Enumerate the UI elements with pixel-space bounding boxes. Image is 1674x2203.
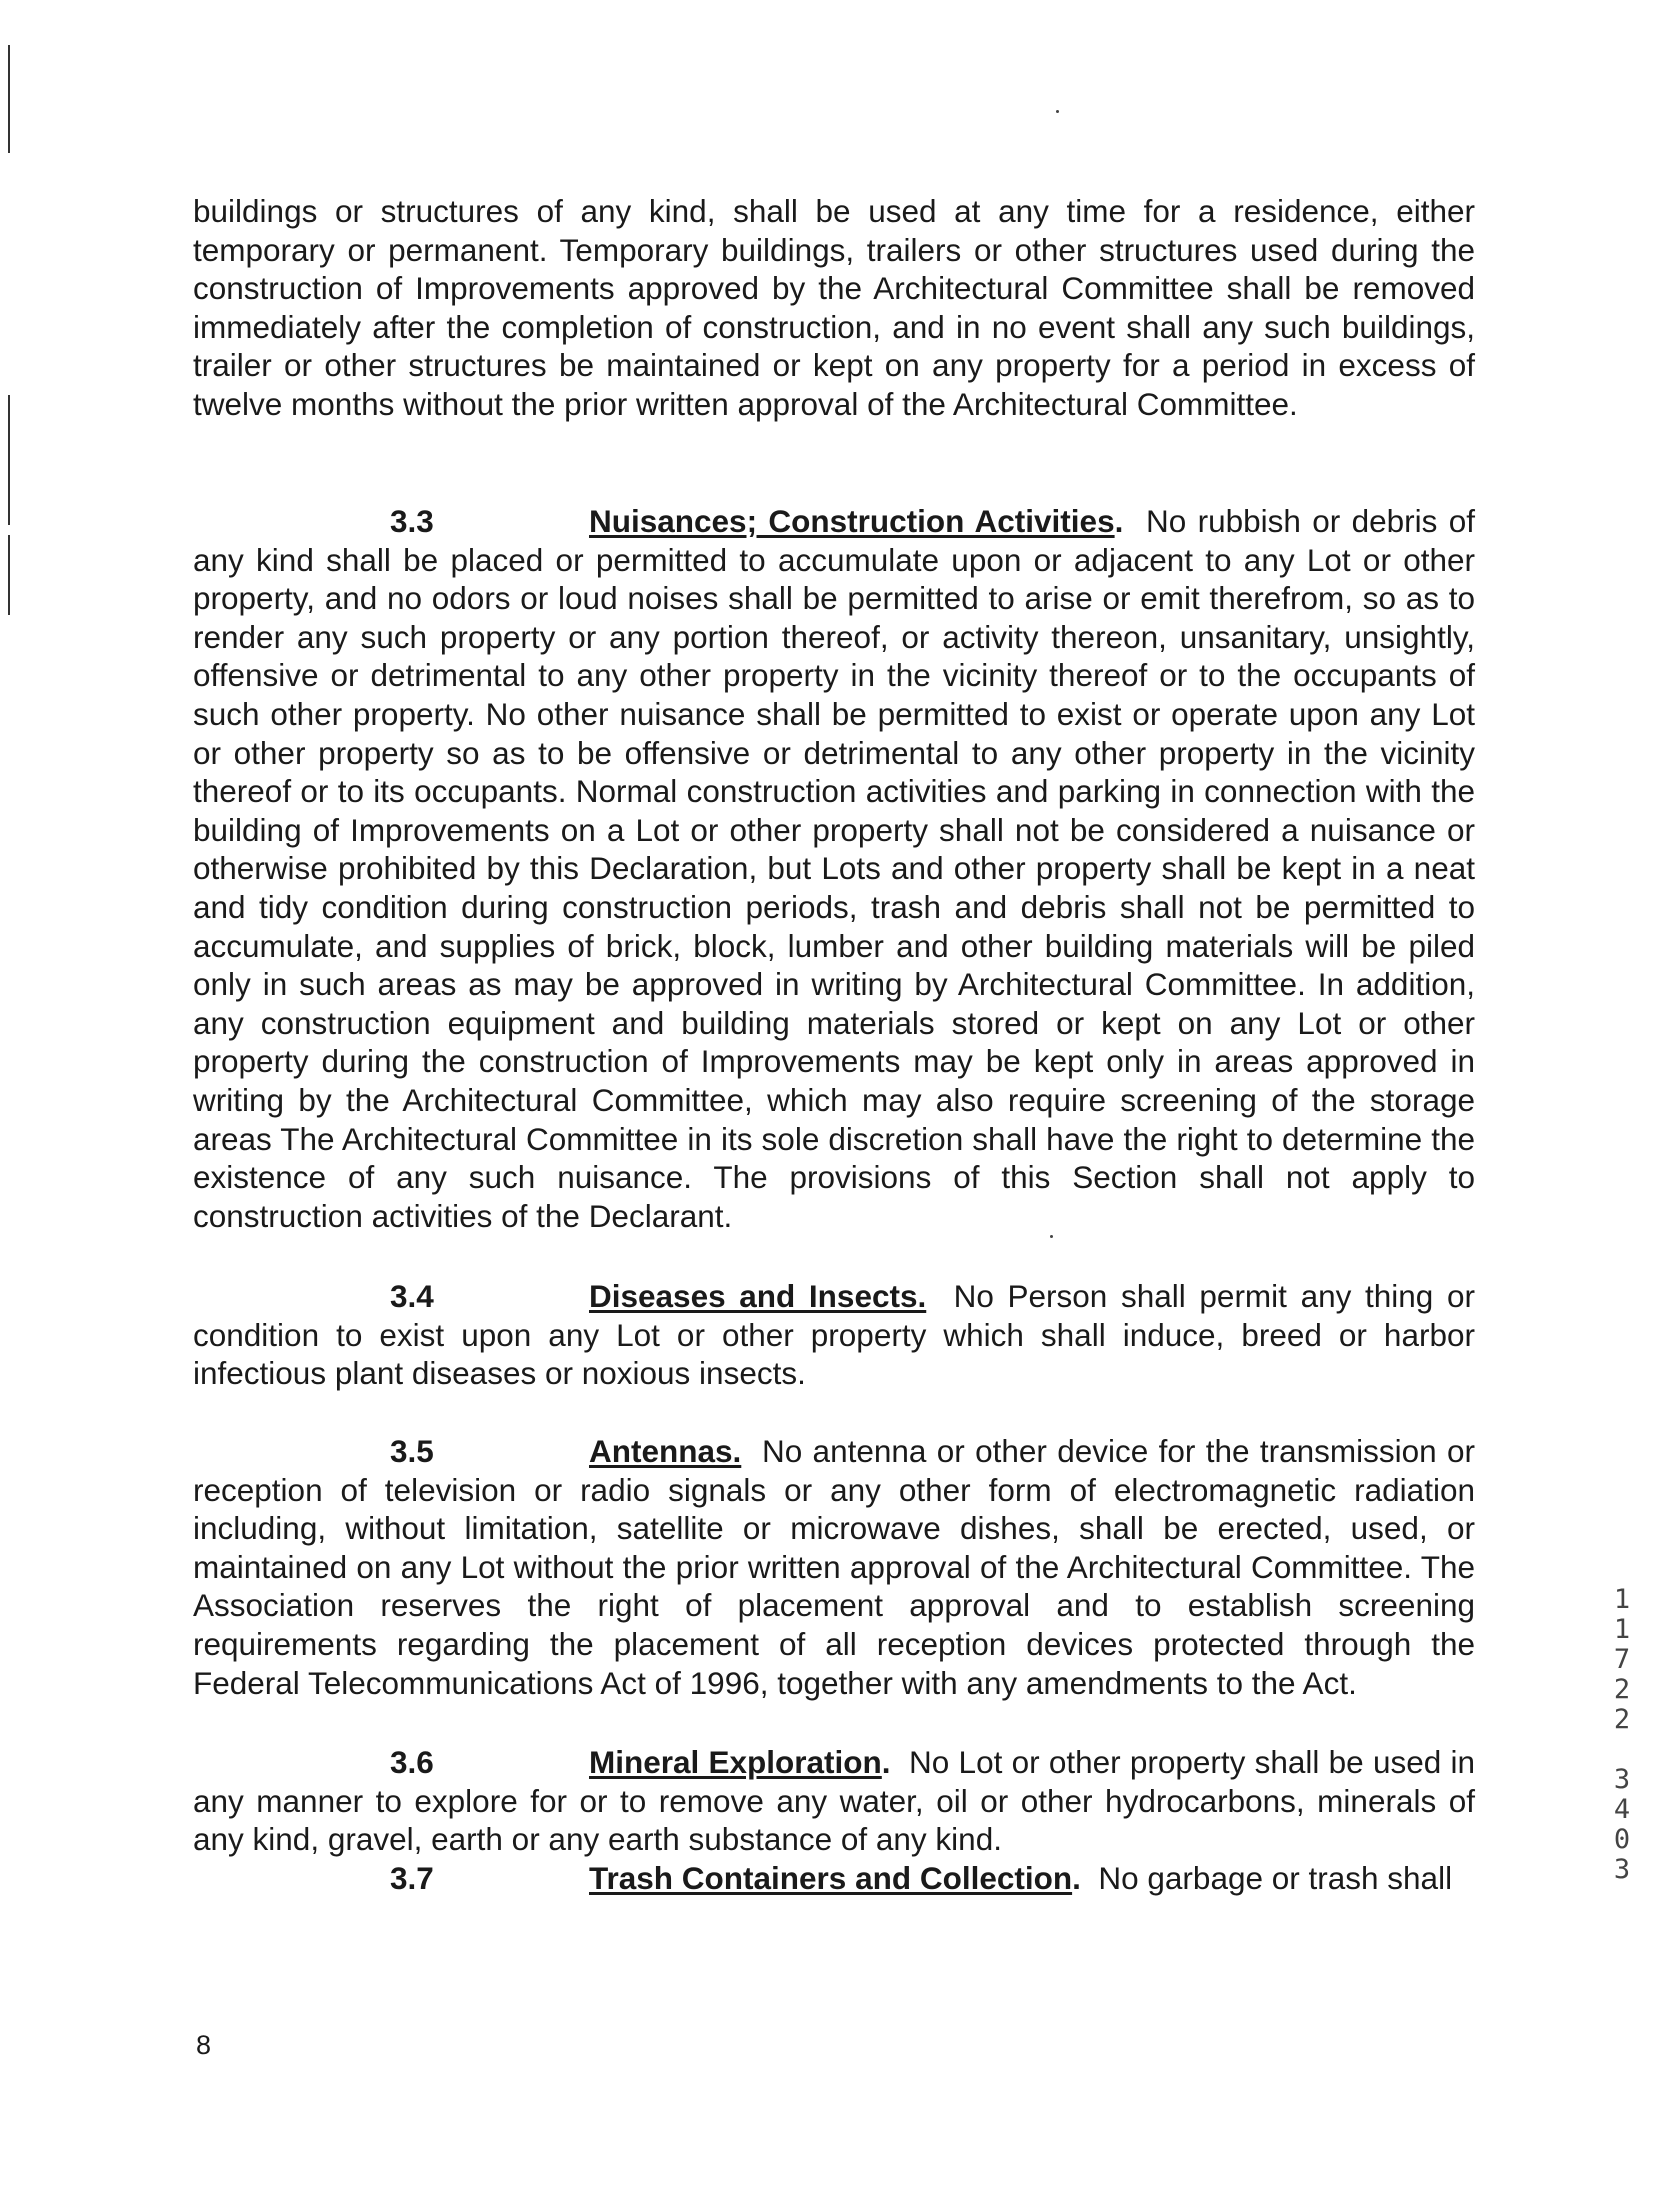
section-heading-line: 3.7 Trash Containers and Collection. No garbage or trash shall [390, 1860, 1453, 1896]
page-number: 8 [196, 2030, 212, 2060]
section-heading-line: 3.3 Nuisances; Construction Activities. No rubbish or debris of [390, 503, 1475, 539]
section-heading-line [193, 1278, 1475, 1314]
intro-paragraph: buildings or structures of any kind, shall be used at any time for a residence, either temporary or permanent. Temporary buildings, trailers or other structures used during the construction of Improvements approved by the Architectural Committee shall be removed immediately after the completion of construction, and in no event shall any such buildings, trailer or other structures be maintained or kept on any property for a period in excess of twelve months without the prior written approval of the Architectural Committee. [193, 193, 1475, 422]
stamp-digit: 1 [1613, 1584, 1631, 1615]
scan-speck [1050, 1235, 1053, 1238]
scan-margin-mark-top [8, 45, 10, 153]
section-first-line: No antenna or other device for the transmission or [761, 1433, 1475, 1469]
stamp-digit: 7 [1613, 1644, 1631, 1675]
scan-margin-mark-middle [8, 395, 10, 525]
section-heading: Mineral Exploration [589, 1744, 882, 1780]
section-number: 3.7 [390, 1860, 434, 1896]
section-3-4 [193, 1277, 1475, 1393]
section-first-line: No Person shall permit any thing or [953, 1278, 1475, 1314]
section-body: any kind shall be placed or permitted to accumulate upon or adjacent to any Lot or other property, and no odors or loud noises shall be permitted to arise or emit therefrom, so as to render any such property or any portion thereof, or activity thereon, unsanitary, unsightly, offensive or detrimental to any other property in the vicinity thereof or to the occupants of such other property. No other nuisance shall be permitted to exist or operate upon any Lot or other property so as to be offensive or detrimental to any other property in the vicinity thereof or to its occupants. Normal construction activities and parking in connection with the building of Improvements on a Lot or other property shall not be considered a nuisance or otherwise prohibited by this Declaration, but Lots and other property shall be kept in a neat and tidy condition during construction periods, trash and debris shall not be permitted to accumulate, and supplies of brick, block, lumber and other building materials will be piled only in such areas as may be approved in writing by Architectural Committee. In addition, any construction equipment and building materials stored or kept on any Lot or other property during the construction of Improvements may be kept only in areas approved in writing by the Architectural Committee, which may also require screening of the storage areas The Architectural Committee in its sole discretion shall have the right to determine the existence of any such nuisance. The provisions of this Section shall not apply to construction activities of the Declarant. [193, 541, 1475, 1234]
stamp-digit: 4 [1613, 1794, 1631, 1825]
section-number: 3.6 [390, 1744, 434, 1780]
section-heading: Trash Containers and Collection [589, 1860, 1073, 1896]
stamp-digit: 0 [1613, 1824, 1631, 1855]
section-body: condition to exist upon any Lot or other property which shall induce, breed or harbor infectious plant diseases or noxious insects. [193, 1316, 1475, 1392]
section-3-3 [193, 502, 1475, 1235]
section-body: reception of television or radio signals or any other form of electromagnetic radiation including, without limitation, satellite or microwave dishes, shall be erected, used, or maintained on any Lot without the prior written approval of the Architectural Committee. The Association reserves the right of placement approval and to establish screening requirements regarding the placement of all reception devices protected through the Federal Telecommunications Act of 1996, together with any amendments to the Act. [193, 1471, 1475, 1701]
recording-stamp [1605, 1585, 1639, 1885]
section-heading: Diseases and Insects. [589, 1278, 927, 1314]
section-3-7 [193, 1859, 1475, 1898]
section-first-line: No garbage or trash shall [1098, 1860, 1453, 1896]
section-number: 3.3 [390, 503, 434, 539]
section-number: 3.4 [390, 1278, 434, 1314]
stamp-digit: 3 [1613, 1764, 1631, 1795]
section-heading-line [193, 1433, 1475, 1469]
section-number: 3.5 [390, 1433, 434, 1469]
scan-margin-mark-lower [8, 535, 10, 615]
section-body: any manner to explore for or to remove any water, oil or other hydrocarbons, minerals of any kind, gravel, earth or any earth substance of any kind. [193, 1782, 1475, 1858]
stamp-digit: 2 [1613, 1674, 1631, 1705]
stamp-digit: 3 [1613, 1854, 1631, 1885]
section-first-line: No Lot or other property shall be used in [909, 1744, 1475, 1780]
section-3-6 [193, 1743, 1475, 1859]
section-first-line: No rubbish or debris of [1146, 503, 1475, 539]
section-3-5 [193, 1432, 1475, 1702]
stamp-digit: 2 [1613, 1704, 1631, 1735]
section-heading: Antennas. [589, 1433, 742, 1469]
stamp-gap [1605, 1735, 1639, 1765]
section-heading: Nuisances; Construction Activities [589, 503, 1115, 539]
stamp-digit: 1 [1613, 1614, 1631, 1645]
scan-speck [1056, 110, 1059, 113]
section-heading-line: 3.6 Mineral Exploration. No Lot or other property shall be used in [390, 1744, 1475, 1780]
